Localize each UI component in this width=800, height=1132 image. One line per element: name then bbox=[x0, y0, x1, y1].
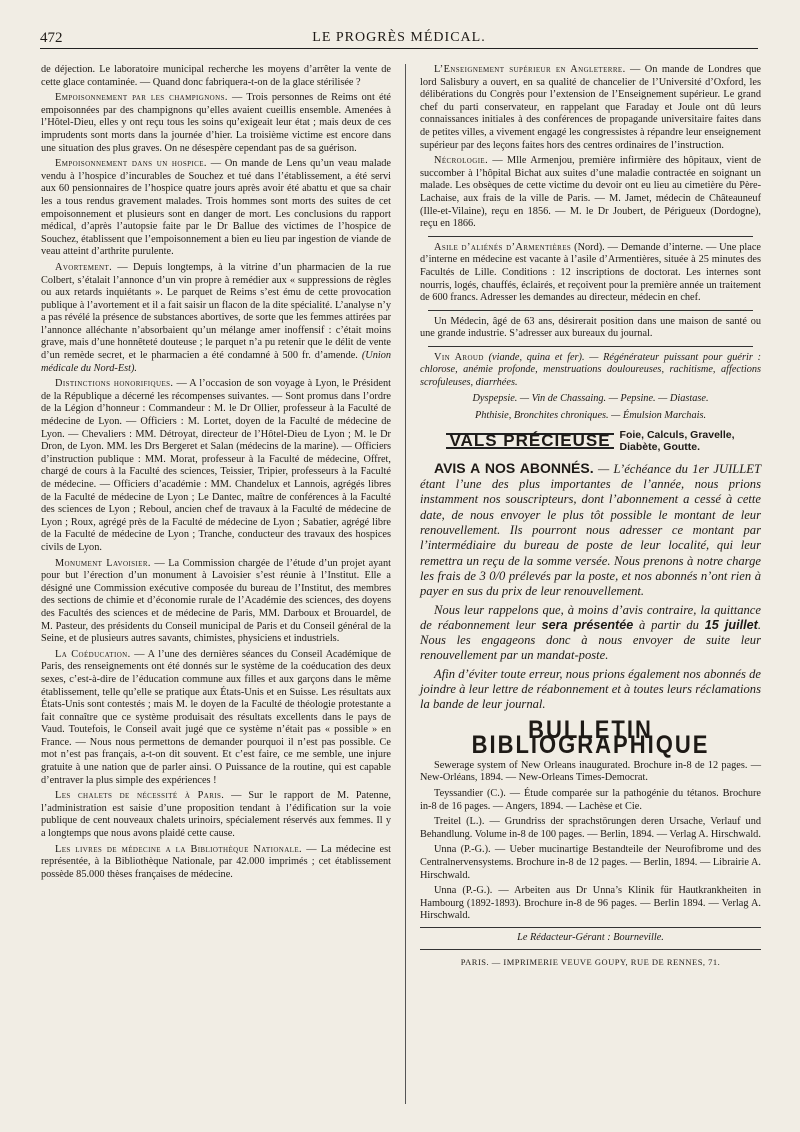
bulletin-title: BULLETIN BIBLIOGRAPHIQUE bbox=[471, 714, 710, 758]
ad-phthisie: Phthisie, Bronchites chroniques. — Émulsion Marchais. bbox=[474, 410, 707, 422]
heading: Asile d’aliénés d’Armentières bbox=[434, 241, 572, 253]
heading: Les chalets de nécessité à Paris. bbox=[55, 790, 225, 802]
vals-line-2: Diabète, Goutte. bbox=[619, 440, 701, 453]
biblio-entry: Unna (P.-G.). — Arbeiten aus Dr Unna’s Klinik für Hautkrankheiten in Hambourg (1892-1893). Brochure in-8 de 96 pages. — Berlin 1894. — Verlag A. Hirschwald. bbox=[420, 885, 761, 922]
signature: Le Rédacteur-Gérant : Bourneville. bbox=[517, 931, 664, 943]
right-column bbox=[420, 64, 761, 971]
article-coeducation bbox=[41, 649, 391, 788]
heading: Distinctions honorifiques. bbox=[55, 378, 174, 390]
ad-vin-aroud bbox=[420, 352, 761, 390]
article-bibliotheque bbox=[41, 844, 391, 882]
body: — On mande de Lens qu’un veau malade vendu à l’hospice d’incurables de Souchez et tué dans l’établissement, a été servi aux 60 pensionnaires de l’hospice quatre jours après avoir été abattu et que sa chair les a tous rendus gravement malades. Trois hommes sont morts des suites de cet empoisonnement et plusieurs sont en danger de mort. Les conclusions du rapport médical, d’après l’autopsie faite par le Dr Ballue des victimes de l’hospice de Souchez, établissent que l’empoisonnement a bien eu lieu par ingestion de viande de veau atteint d’arthrite purulente. bbox=[41, 158, 391, 258]
notice-para-1 bbox=[420, 461, 761, 600]
vals-logo: VALS PRÉCIEUSE bbox=[446, 433, 613, 450]
body: — Mlle Armenjou, première infirmière des hôpitaux, vient de succomber à l’hôpital Bichat aux suites d’une maladie contractée en soignant un malade. Les obsèques de cette victime du devoir ont eu lieu au cimetière du Père-Lachaise, aux frais de la ville de Paris. — M. Jamet, médecin de Châteauneuf (Ille-et-Vilaine), reçu en 1856. — M. le Dr Joubert, de Périgueux (Dordogne), reçu en 1866. bbox=[420, 155, 761, 230]
page-number: 472 bbox=[40, 30, 63, 46]
article-hospice bbox=[41, 158, 391, 259]
article-champignons bbox=[41, 92, 391, 155]
heading: Les livres de médecine a la Bibliothèque Nationale. bbox=[55, 843, 303, 855]
heading: Vin Aroud bbox=[434, 351, 484, 363]
notice-subscribers bbox=[420, 461, 761, 713]
notice-para-2 bbox=[420, 603, 761, 664]
vals-description bbox=[620, 429, 735, 453]
notice-emphasis: sera présentée bbox=[541, 617, 634, 632]
body: (viande, quina et fer). — Régénérateur puissant pour guérir : chlorose, anémie profonde, menstruations douloureuses, rachitisme, affections scrofuleuses, diarrhées. bbox=[420, 351, 762, 389]
article-lavoisier bbox=[41, 558, 391, 646]
notice-title: AVIS A NOS ABONNÉS. bbox=[434, 459, 594, 476]
imprint: PARIS. — IMPRIMERIE VEUVE GOUPY, RUE DE RENNES, 71. bbox=[460, 956, 721, 967]
article-chalets bbox=[41, 790, 391, 840]
separator bbox=[428, 346, 753, 347]
body: — Trois personnes de Reims ont été empoisonnées par des champignons qu’elles avaient cueillis ensemble. Amenées à l’Hôtel-Dieu, elles y ont reçu tous les soins qu’exigeait leur état ; mais deux de ces imprudents sont morts dans la journée d’hier. La troisième victime est encore dans une situation des plus graves. On ne désespère cependant pas de sa guérison. bbox=[41, 92, 391, 154]
article-avortement bbox=[41, 262, 391, 375]
article-asile bbox=[420, 242, 761, 305]
heading: L’Enseignement supérieur en Angleterre. bbox=[434, 64, 626, 75]
body: — A l’occasion de son voyage à Lyon, le Président de la République a décerné les récompenses suivantes. — Sont promus dans l’ordre de la Légion d’honneur : Commandeur : M. le Dr Ollier, professeur à la Faculté de médecine de Lyon. — Officiers : M. Lortet, doyen de la Faculté de médecine de Lyon. — Chevaliers : MM. Détroyat, directeur de l’Hôtel-Dieu de Lyon ; M. le Dr Dron, de Lyon. MM. les Drs Bergeret et Salan (médecins de la marine). — Officiers d’instruction publique : MM. Morat, professeur à la Faculté de médecine, Offret, chargé de cours à la Faculté des sciences, Teissier, Tripier, professeurs à la Faculté de médecine. — Officiers d’académie : MM. Chandelux et Lannois, agrégés libres de la Faculté de médecine de Lyon ; Le Dantec, maître de conférences à la Faculté des sciences de Lyon ; Reboul, ancien chef de travaux à la Faculté de médecine de Lyon ; Roux, agrégé près de la Faculté de médecine de Lyon ; Sabatier, agrégé libre de la Faculté de médecine de Lyon ; Tranche, conducteur des travaux des hospices civils de Lyon. bbox=[41, 378, 391, 553]
heading: Empoisonnement dans un hospice. bbox=[55, 158, 207, 170]
ad-dyspepsie: Dyspepsie. — Vin de Chassaing. — Pepsine. — Diastase. bbox=[472, 392, 709, 404]
column-divider bbox=[405, 64, 406, 1104]
bibliography bbox=[420, 760, 761, 923]
notice-para-3: Afin d’éviter toute erreur, nous prions également nos abonnés de joindre à leur lettre de réabonnement et à toutes leurs réclamations la bande de leur journal. bbox=[420, 666, 761, 712]
source: (Union médicale du Nord-Est). bbox=[41, 350, 392, 374]
left-column bbox=[41, 64, 391, 884]
body: (Nord). — Demande d’interne. — Une place d’interne en médecine est vacante à l’asile d’Armentières, située à 25 minutes des Facultés de Lille. Conditions : 12 inscriptions de doctorat. Les internes sont nourris, logés, chauffés, éclairés, et reçoivent pour la première année un traitement de 600 francs. Adresser les demandes au directeur, médecin en chef. bbox=[420, 241, 761, 304]
heading: Nécrologie. bbox=[434, 155, 489, 167]
vals-line-1: Foie, Calculs, Gravelle, bbox=[619, 428, 735, 441]
heading: La Coéducation. bbox=[55, 648, 131, 660]
biblio-entry: Unna (P.-G.). — Ueber mucinartige Bestandteile der Neurofibrome und des Centralnervensystems. Brochure in-8 de 12 pages. — Berlin, 1894. — Librairie A. Hirschwald. bbox=[420, 844, 761, 881]
article-enseignement bbox=[420, 64, 761, 152]
body: — La Commission chargée de l’étude d’un projet ayant pour but l’érection d’un monument à Lavoisier s’est réunie à l’Institut. Elle a désigné une Commission exécutive composée du bureau de l’Institut, des membres des sections de chimie et d’économie rurale de l’Académie des sciences, des doyens des Facultés des sciences et de médecine de Paris, MM. Darboux et Brouardel, de M. Pasteur, des présidents du Conseil municipal de Paris et du Conseil général de la Seine, et de plusieurs autres savants, chimistes, physiciens et industriels. bbox=[41, 557, 391, 645]
notice-text: — L’échéance du 1er JUILLET étant l’une des plus importantes de l’année, nous prions instamment nos souscripteurs, dont l’abonnement a cessé à cette date, de nous envoyer le plus tôt possible le montant de leur renouvellement. Ils pourront nous adresser ce montant par l’intermédiaire du bureau de poste de leur localité, qui leur remettra un reçu de la somme versée. Nous prenons à notre charge les frais de 3 0/0 prélevés par la poste, et nos abonnés n’ont rien à payer en sus du prix de leur renouvellement. bbox=[420, 461, 761, 599]
separator bbox=[420, 949, 761, 950]
intro-paragraph: de déjection. Le laboratoire municipal recherche les moyens d’arrêter la vente de cette glace contaminée. — Quand donc fabriquera-t-on de la glace stérilisée ? bbox=[41, 64, 391, 88]
heading: Empoisonnement par les champignons. bbox=[55, 92, 228, 104]
biblio-entry: Teyssandier (C.). — Étude comparée sur la pathogénie du tétanos. Brochure in-8 de 16 pages. — Angers, 1894. — Lachèse et Cie. bbox=[420, 787, 761, 812]
separator bbox=[428, 310, 753, 311]
notice-text: Nous leur rappelons que, à moins d’avis contraire, la quittance de réabonnement leur bbox=[420, 602, 761, 632]
article-necrologie bbox=[420, 155, 761, 231]
heading: Avortement. bbox=[55, 261, 113, 273]
body: — On mande de Londres que lord Salisbury a ouvert, en sa qualité de chancelier de l’Université d’Oxford, les délibérations du Congrès pour l’extension de l’Enseignement supérieur. Le grand chef du parti conservateur, en rappelant que Faraday et Joule ont dû leurs connaissances initiales à des conférences de propagande universitaire faites dans de petites villes, a vivement engagé les congressistes à répandre leur enseignement supérieur par des leçons faites hors des centres ordinaires de l’instruction. bbox=[420, 64, 761, 151]
heading: Monument Lavoisier. bbox=[55, 557, 151, 569]
separator bbox=[420, 927, 761, 928]
notice-date: 15 juillet bbox=[704, 617, 758, 632]
separator bbox=[428, 236, 753, 237]
notice-text: . Nous les engageons donc à nous envoyer de suite leur renouvellement par un mandat-poste. bbox=[420, 617, 761, 663]
ad-vals bbox=[420, 429, 761, 453]
ad-medecin: Un Médecin, âgé de 63 ans, désirerait position dans une maison de santé ou une grande industrie. S’adresser aux bureaux du journal. bbox=[420, 315, 761, 340]
journal-title: LE PROGRÈS MÉDICAL. bbox=[312, 30, 486, 45]
article-distinctions bbox=[41, 378, 391, 554]
body: — A l’une des dernières séances du Conseil Académique de Paris, des renseignements ont été donnés sur le système de la coéducation des deux sexes, c’est-à-dire de l’éducation commune aux filles et aux garçons dans le même établissement, telle qu’elle se pratique aux États-Unis et en Suisse. Les résultats aux États-Unis sont contestés ; mais M. le doyen de la Faculté de théologie protestante a fait connaître que ce système produisait des résultats excellents dans le pays de Vaud. Toutefois, le Conseil avait jugé que ce système n’était pas « possible » en France. — Nous nous permettons de demander pourquoi il n’est pas possible. Ce mot n’est pas français, a-t-on dit souvent. Et c’est faire, ce me semble, une injure gratuite à une nation que de parler ainsi. O Puissance de la routine, qui est capable d’entraver la plus simple des expériences ! bbox=[41, 648, 391, 786]
notice-text: à partir du bbox=[633, 617, 705, 632]
body: — Depuis longtemps, à la vitrine d’un pharmacien de la rue Colbert, s’étalait l’annonce d’un vin propre à remédier aux « suppressions de règles ou aux retards inquiétants ». Le parquet de Reims s’est ému de cette provocation publique à l’avortement et il a fait saisir un flacon de la dite spécialité. L’analyse n’y a pas révélé la présence de substances abortives, de sorte que les femmes attirées par l’annonce alléchante n’absorbaient qu’un mélange amer inoffensif : c’était moins grave, mais d’une honnêteté douteuse ; le parquet n’a pu retenir que le délit de vente d’un remède secret, et le pharmacien a été condamné à 500 fr. d’amende. bbox=[41, 261, 391, 362]
body: — La médecine est représentée, à la Bibliothèque Nationale, par 42.000 imprimés ; cet établissement possède 85.000 thèses françaises de médecine. bbox=[41, 843, 391, 880]
biblio-entry: Sewerage system of New Orleans inaugurated. Brochure in-8 de 12 pages. — New-Orléans, 1894. — New-Orleans Times-Democrat. bbox=[420, 759, 761, 784]
body: — Sur le rapport de M. Patenne, l’administration est saisie d’une proposition tendant à l’édification sur la voie publique de cent nouveaux chalets urinoirs, spécialement réservés aux femmes. Il y a longtemps que nous avons plaidé cette cause. bbox=[41, 790, 391, 840]
biblio-entry: Treitel (L.). — Grundriss der sprachstörungen deren Ursache, Verlauf und Behandlung. Volume in-8 de 100 pages. — Berlin, 1894. — Verlag A. Hirschwald. bbox=[420, 816, 761, 840]
running-header bbox=[40, 28, 758, 49]
